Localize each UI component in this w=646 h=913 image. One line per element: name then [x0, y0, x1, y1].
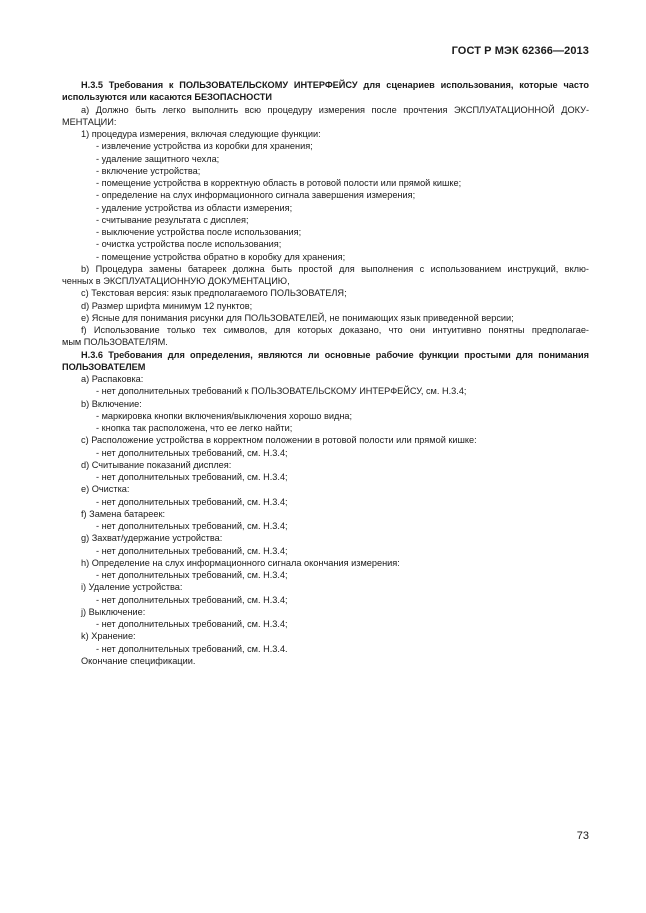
procedure-item: - определение на слух информационного сигнала завершения измерения;: [96, 190, 416, 201]
section-h36-title-line2: ПОЛЬЗОВАТЕЛЕМ: [62, 361, 146, 372]
h36-item-sub: - нет дополнительных требований, см. Н.3.4.: [96, 643, 288, 654]
document-header: ГОСТ Р МЭК 62366—2013: [451, 45, 589, 57]
h36-item-sub: - нет дополнительных требований, см. Н.3.4;: [96, 521, 288, 531]
document-body: [62, 79, 589, 667]
h36-item-label: k) Хранение:: [81, 631, 136, 642]
procedure-item: - включение устройства;: [96, 165, 201, 176]
h36-item-sub: - нет дополнительных требований, см. Н.3.4;: [96, 496, 288, 507]
h36-item-label: i) Удаление устройства:: [81, 582, 183, 593]
h36-item-label: с) Расположение устройства в корректном положении в ротовой полости или прямой кишке:: [81, 435, 477, 446]
h36-item-label: а) Распаковка:: [81, 374, 144, 384]
h35-item-c: с) Текстовая версия: язык предполагаемого ПОЛЬЗОВАТЕЛЯ;: [81, 288, 347, 299]
section-h35-title-line1: Н.3.5 Требования к ПОЛЬЗОВАТЕЛЬСКОМУ ИНТЕРФЕЙСУ для сценариев использования, которые часто: [81, 80, 589, 90]
procedure-intro: 1) процедура измерения, включая следующие функции:: [81, 129, 321, 139]
h36-item-sub: - маркировка кнопки включения/выключения хорошо видна;: [96, 410, 353, 421]
h36-item-sub: - нет дополнительных требований, см. Н.3.4;: [96, 447, 288, 458]
h36-item-label: j) Выключение:: [81, 606, 146, 617]
section-h35-title-line2: используются или касаются БЕЗОПАСНОСТИ: [62, 92, 272, 103]
procedure-item: - удаление защитного чехла;: [96, 153, 220, 164]
h36-item-label: е) Очистка:: [81, 484, 130, 495]
h36-item-label: b) Включение:: [81, 398, 142, 409]
h36-item-sub: - нет дополнительных требований, см. Н.3.4;: [96, 594, 288, 605]
h36-item-label: g) Захват/удержание устройства:: [81, 533, 223, 544]
h35-item-f-line1: f) Использование только тех символов, для которых доказано, что они интуитивно понятны предполагае-: [81, 325, 589, 335]
procedure-list: [62, 140, 589, 263]
h35-item-a-line1: а) Должно быть легко выполнить всю процедуру измерения после прочтения ЭКСПЛУАТАЦИОННОЙ ДОКУ-: [81, 104, 589, 115]
procedure-item: - удаление устройства из области измерения;: [96, 202, 293, 213]
procedure-item: - выключение устройства после использования;: [96, 227, 302, 237]
h36-item-sub: - нет дополнительных требований, см. Н.3.4;: [96, 472, 288, 482]
h36-item-sub: - нет дополнительных требований, см. Н.3.4;: [96, 619, 288, 629]
procedure-item: - считывание результата с дисплея;: [96, 214, 249, 225]
procedure-item: - помещение устройства в корректную область в ротовой полости или прямой кишке;: [96, 178, 462, 188]
h36-item-label: f) Замена батареек:: [81, 508, 166, 519]
procedure-item: - очистка устройства после использования;: [96, 239, 282, 250]
h36-item-label: h) Определение на слух информационного сигнала окончания измерения:: [81, 557, 400, 568]
h36-item-sub: - нет дополнительных требований к ПОЛЬЗОВАТЕЛЬСКОМУ ИНТЕРФЕЙСУ, см. Н.3.4;: [96, 386, 467, 397]
h36-item-sub: - кнопка так расположена, что ее легко найти;: [96, 423, 293, 433]
h35-item-e: е) Ясные для понимания рисунки для ПОЛЬЗОВАТЕЛЕЙ, не понимающих язык приведенной версии;: [81, 312, 514, 323]
closing-note: Окончание спецификации.: [81, 655, 196, 666]
h35-item-b-line1: b) Процедура замены батареек должна быть простой для выполнения с использованием инструкций, вклю-: [81, 263, 589, 274]
section-h36-title-line1: Н.3.6 Требования для определения, являются ли основные рабочие функции простыми для понимания: [81, 349, 589, 360]
page-number: 73: [576, 830, 589, 842]
procedure-item: - извлечение устройства из коробки для хранения;: [96, 141, 313, 152]
h36-item-sub: - нет дополнительных требований, см. Н.3.4;: [96, 570, 288, 580]
h35-item-a-line2: МЕНТАЦИИ:: [62, 116, 117, 127]
h36-item-label: d) Считывание показаний дисплея:: [81, 459, 232, 470]
h36-item-sub: - нет дополнительных требований, см. Н.3.4;: [96, 545, 288, 556]
h35-item-f-line2: мым ПОЛЬЗОВАТЕЛЯМ.: [62, 337, 168, 348]
h35-item-d: d) Размер шрифта минимум 12 пунктов;: [81, 300, 253, 311]
h35-item-b-line2: ченных в ЭКСПЛУАТАЦИОННУЮ ДОКУМЕНТАЦИЮ,: [62, 276, 290, 286]
procedure-item: - помещение устройства обратно в коробку для хранения;: [96, 251, 346, 262]
